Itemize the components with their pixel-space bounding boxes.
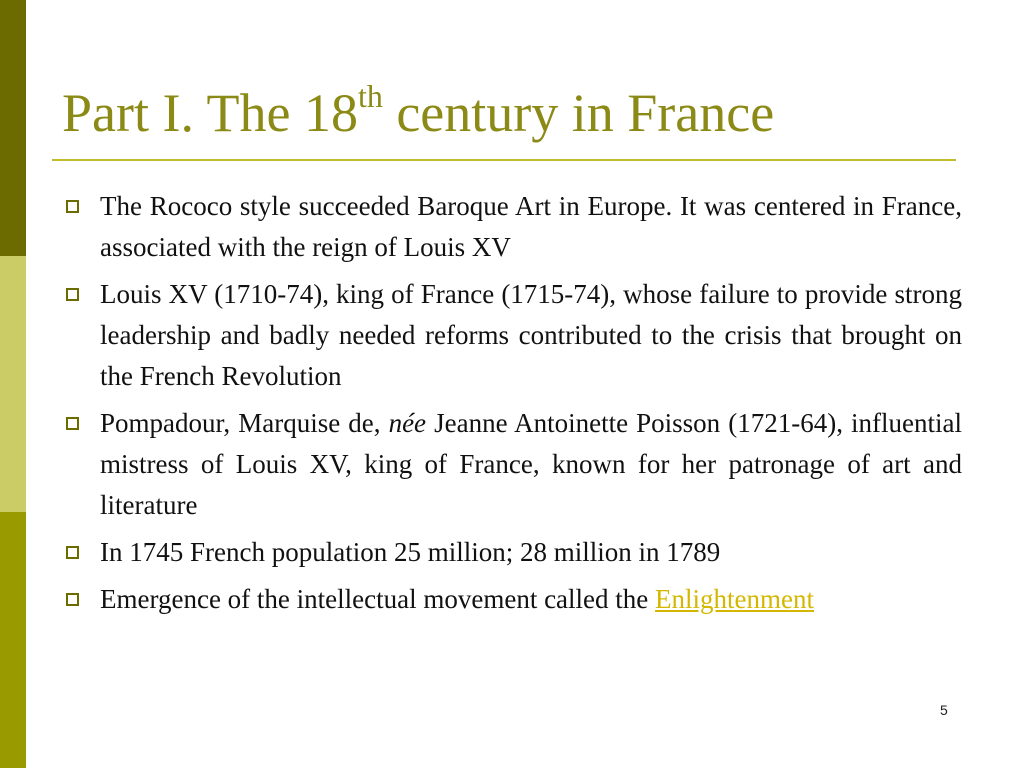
bullet-text: Emergence of the intellectual movement called the	[100, 584, 656, 614]
bullet-text: In 1745 French population 25 million; 28 million in 1789	[100, 537, 721, 567]
square-bullet-icon	[66, 417, 79, 430]
bullet-item-pompadour	[66, 403, 962, 526]
bullet-item-enlightenment	[66, 579, 962, 620]
bullet-text-start: Pompadour, Marquise de,	[100, 408, 389, 438]
sidebar-band-bottom	[0, 512, 26, 768]
title-superscript: th	[357, 78, 383, 114]
title-divider	[52, 159, 956, 161]
square-bullet-icon	[66, 200, 79, 213]
page-number: 5	[940, 702, 948, 718]
bullet-text-italic: née	[388, 408, 427, 438]
slide-title	[62, 78, 775, 143]
bullet-list	[66, 186, 962, 626]
bullet-text: The Rococo style succeeded Baroque Art in Europe. It was centered in France, associated with the reign of Louis XV	[100, 191, 962, 262]
bullet-item-population	[66, 532, 962, 573]
enlightenment-link[interactable]: Enlightenment	[655, 584, 814, 614]
bullet-item-louis-xv	[66, 274, 962, 397]
square-bullet-icon	[66, 593, 79, 606]
bullet-item-rococo	[66, 186, 962, 268]
sidebar-band-middle	[0, 256, 26, 512]
bullet-text: Louis XV (1710-74), king of France (1715-74), whose failure to provide strong leadership and badly needed reforms contributed to the crisis that brought on the French Revolution	[100, 279, 962, 391]
square-bullet-icon	[66, 546, 79, 559]
sidebar-band-top	[0, 0, 26, 256]
bullet-text-end: Jeanne Antoinette Poisson (1721-64), influential mistress of Louis XV, king of France, known for her patronage of art and literature	[100, 408, 962, 520]
square-bullet-icon	[66, 288, 79, 301]
title-text-start: Part I. The 18	[62, 83, 358, 143]
title-text-end: century in France	[382, 83, 775, 143]
